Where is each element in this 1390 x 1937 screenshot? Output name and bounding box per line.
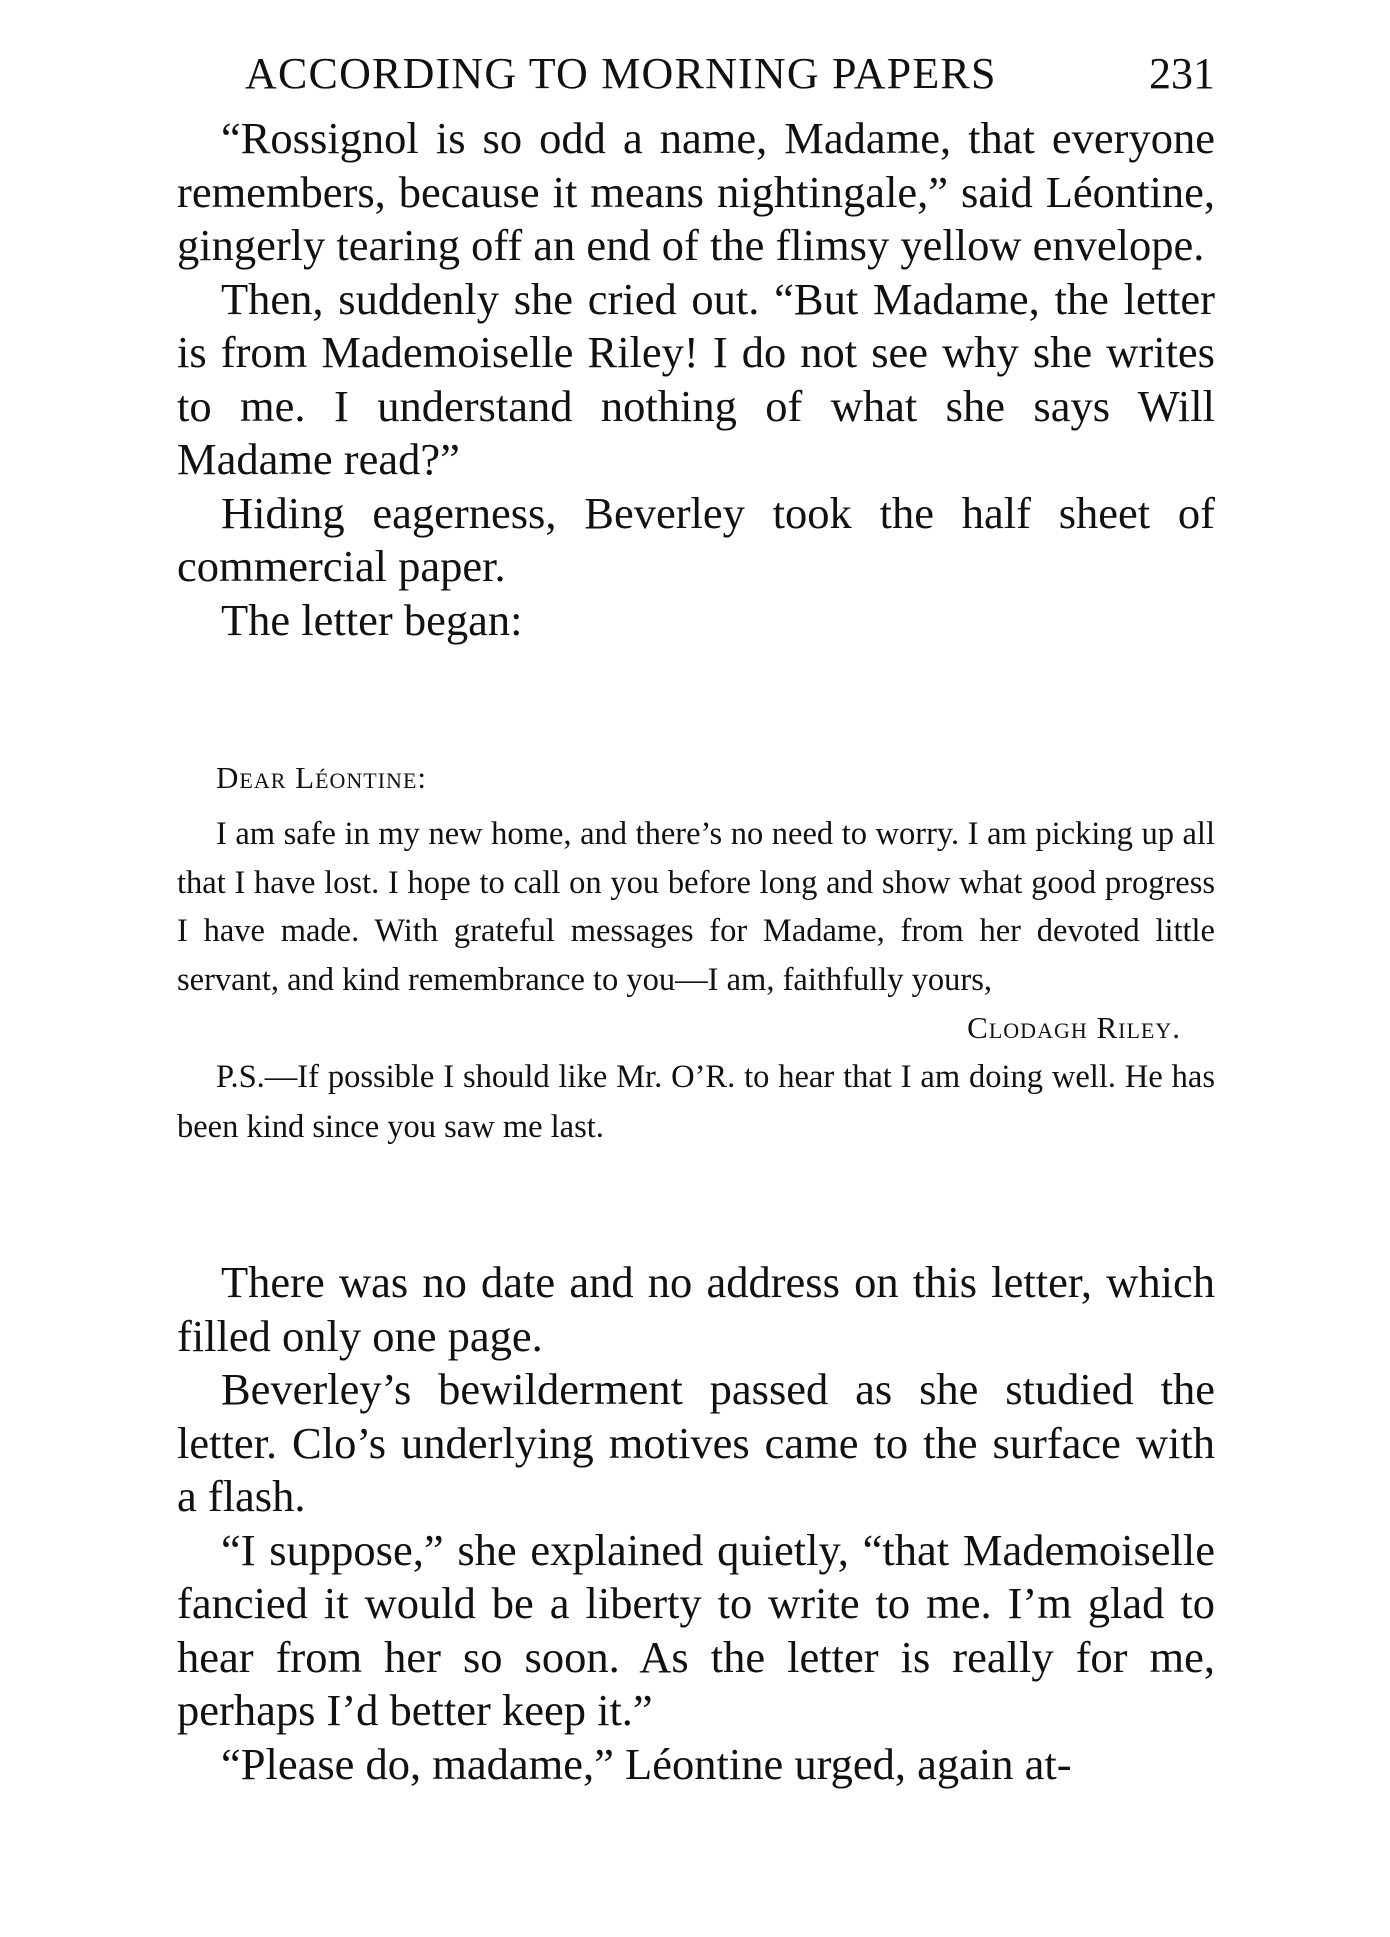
closing-text (177, 1256, 1215, 1791)
letter-signature: Clodagh Riley. (967, 1010, 1181, 1045)
letter-body: I am safe in my new home, and there’s no need to worry. I am picking up all that I have lost. I hope to call on you before long and show what good progress I have made. With grateful messages for Madame, from her devoted little servant, and kind remembrance to you—I am, faithfully yours, (177, 816, 1215, 998)
running-title: ACCORDING TO MORNING PAPERS (245, 49, 997, 98)
page-number: 231 (1149, 49, 1215, 98)
paragraph: “Rossignol is so odd a name, Madame, that everyone remembers, because it means nightingale,” said Léontine, gingerly tearing off an end of the flimsy yellow envelope. (177, 113, 1215, 270)
opening-text (177, 112, 1215, 647)
paragraph: Beverley’s bewilderment passed as she studied the letter. Clo’s underlying motives came to the surface with a flash. (177, 1364, 1215, 1521)
quoted-letter (177, 758, 1215, 1152)
paragraph: “I suppose,” she explained quietly, “that Mademoiselle fancied it would be a liberty to write to me. I’m glad to hear from her so soon. As the letter is really for me, perhaps I’d better keep it.” (177, 1524, 1215, 1735)
paragraph: Then, suddenly she cried out. “But Madame, the letter is from Mademoiselle Riley! I do not see why she writes to me. I understand nothing of what she says Will Madame read?” (177, 273, 1215, 484)
paragraph: Hiding eagerness, Beverley took the half sheet of commercial paper. (177, 487, 1215, 591)
letter-salutation: Dear Léontine: (216, 760, 427, 795)
paragraph: “Please do, madame,” Léontine urged, again at- (221, 1738, 1072, 1789)
page-header (245, 48, 1215, 108)
paragraph: The letter began: (221, 594, 523, 645)
paragraph: There was no date and no address on this letter, which filled only one page. (177, 1257, 1215, 1361)
letter-postscript: P.S.—If possible I should like Mr. O’R. to hear that I am doing well. He has been kind since you saw me last. (177, 1059, 1215, 1145)
